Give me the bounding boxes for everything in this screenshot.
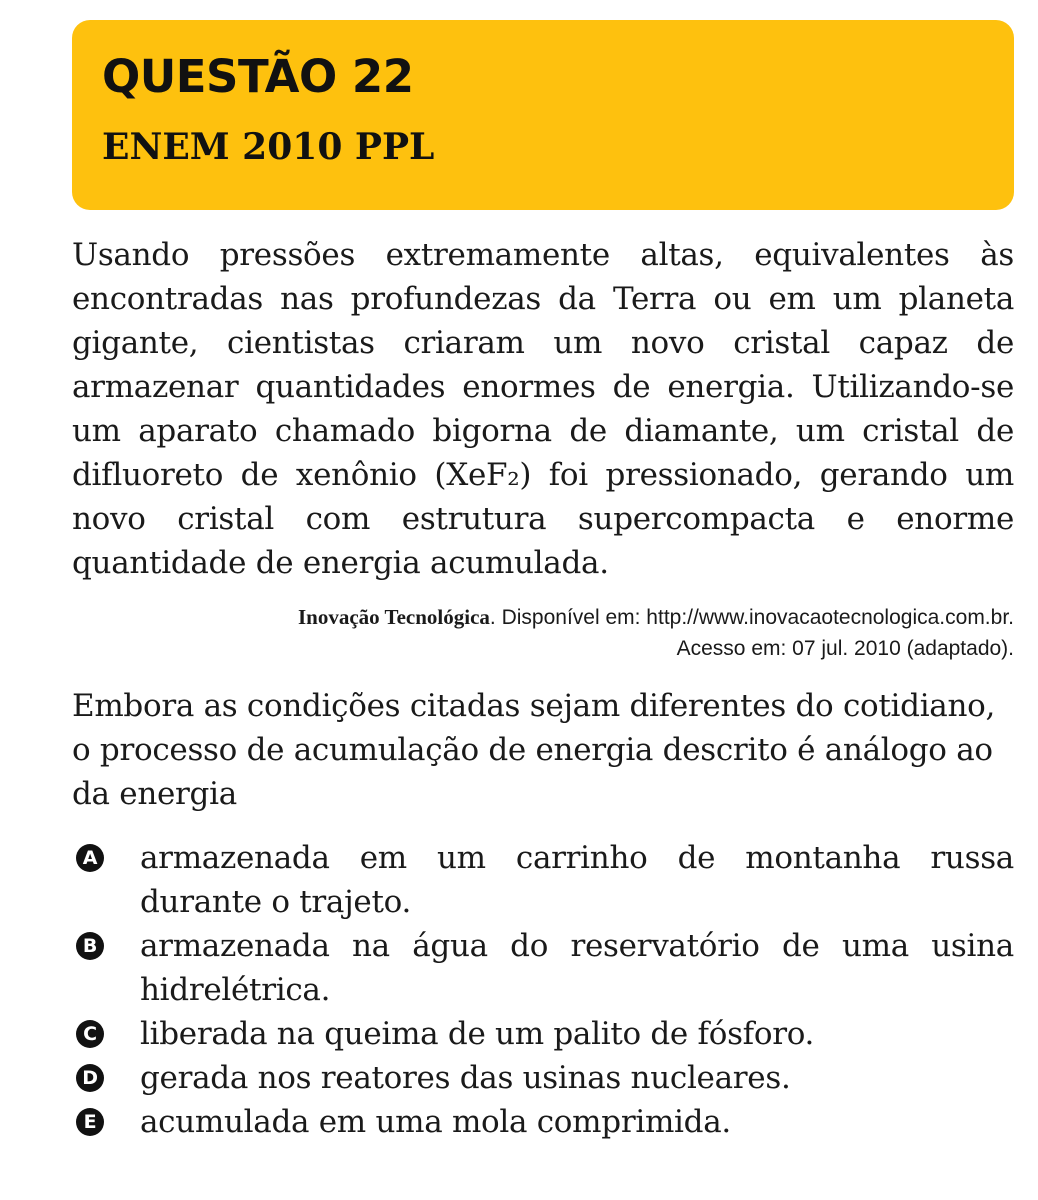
option-text-d: gerada nos reatores das usinas nucleares. (140, 1060, 791, 1096)
option-c[interactable] (72, 1012, 1014, 1056)
question-number: QUESTÃO 22 (102, 50, 414, 103)
option-text-a: armazenada em um carrinho de montanha russa durante o trajeto. (140, 840, 1014, 920)
answer-options (72, 836, 1014, 1144)
option-letter-a-icon: A (76, 844, 104, 872)
option-text-e: acumulada em uma mola comprimida. (140, 1104, 731, 1140)
source-citation (72, 602, 1014, 664)
option-d[interactable] (72, 1056, 1014, 1100)
support-text: Usando pressões extremamente altas, equivalentes às encontradas nas profundezas da Terra ou em um planeta gigante, cientistas criaram um novo cristal capaz de armazenar quantidades enormes de energia. Utilizando-se um aparato chamado bigorna de diamante, um cristal de difluoreto de xenônio (XeF₂) foi pressionado, gerando um novo cristal com estrutura supercompacta e enorme quantidade de energia acumulada. (72, 237, 1014, 581)
exam-name: ENEM 2010 PPL (102, 126, 435, 168)
option-letter-e-icon: E (76, 1108, 104, 1136)
question-header (72, 20, 1014, 210)
option-text-c: liberada na queima de um palito de fósforo. (140, 1016, 815, 1052)
option-b[interactable] (72, 924, 1014, 1012)
option-letter-c-icon: C (76, 1020, 104, 1048)
option-letter-d-icon: D (76, 1064, 104, 1092)
source-title: Inovação Tecnológica (297, 605, 490, 629)
option-text-b: armazenada na água do reservatório de uma usina hidrelétrica. (140, 928, 1014, 1008)
option-letter-b-icon: B (76, 932, 104, 960)
source-line-2: Acesso em: 07 jul. 2010 (adaptado). (676, 637, 1014, 660)
option-a[interactable] (72, 836, 1014, 924)
source-line-1 (72, 602, 1014, 633)
source-rest: . Disponível em: http://www.inovacaotecnologica.com.br. (489, 606, 1014, 629)
option-e[interactable] (72, 1100, 1014, 1144)
question-stem: Embora as condições citadas sejam diferentes do cotidiano, o processo de acumulação de energia descrito é análogo ao da energia (72, 688, 996, 812)
